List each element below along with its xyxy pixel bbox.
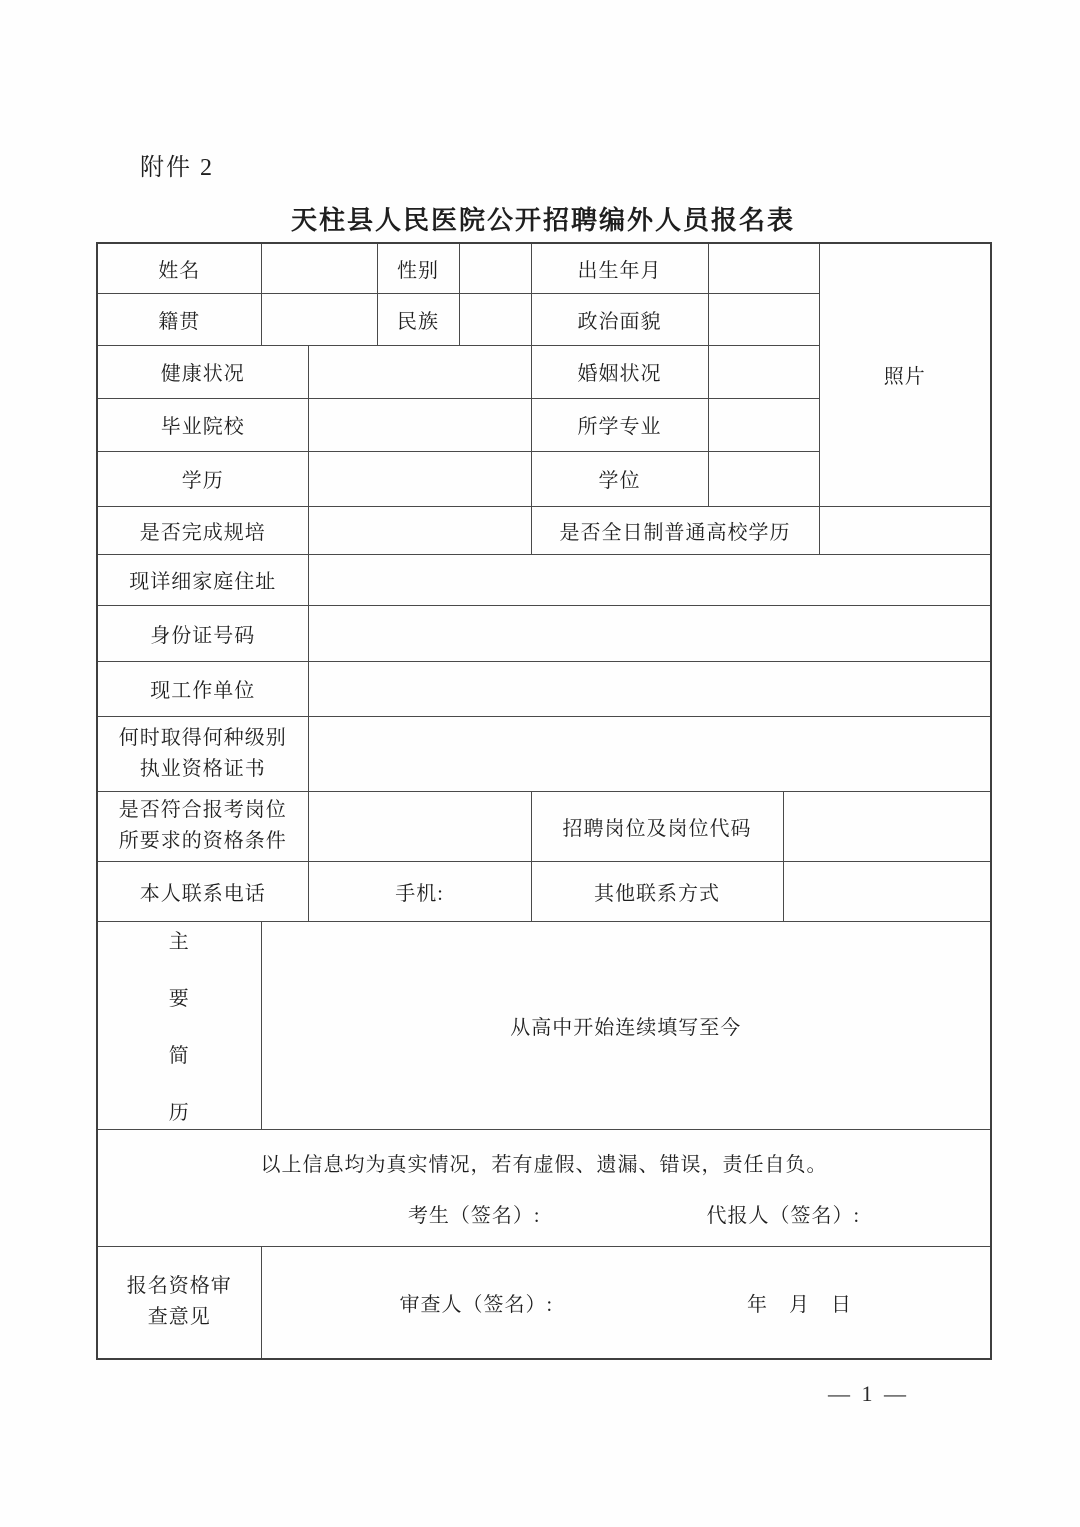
health-value-cell xyxy=(308,345,531,398)
name-value-cell xyxy=(261,243,377,293)
reviewer-signature-label: 审查人（签名）: xyxy=(399,1293,554,1316)
signature-line xyxy=(98,1199,990,1228)
work-unit-value-cell xyxy=(308,661,991,716)
table-row xyxy=(97,791,991,861)
proxy-signature-label: 代报人（签名）: xyxy=(706,1204,861,1227)
review-opinion-label-line1: 报名资格审 xyxy=(126,1275,232,1298)
gender-label: 性别 xyxy=(377,243,459,293)
position-code-value-cell xyxy=(783,791,991,861)
qualification-label xyxy=(97,791,308,861)
page-number: — 1 — xyxy=(828,1381,909,1406)
table-row xyxy=(97,661,991,716)
review-opinion-label-line2: 查意见 xyxy=(147,1306,211,1329)
resume-label-char: 要 xyxy=(168,988,190,1010)
education-label: 学历 xyxy=(97,451,308,506)
id-number-value-cell xyxy=(308,605,991,661)
training-completed-value-cell xyxy=(308,506,531,554)
review-date-label: 年 月 日 xyxy=(747,1293,853,1316)
gender-value-cell xyxy=(459,243,531,293)
mobile-value-cell: 手机: xyxy=(308,861,531,921)
name-label: 姓名 xyxy=(97,243,261,293)
page-title: 天柱县人民医院公开招聘编外人员报名表 xyxy=(290,206,795,235)
major-label: 所学专业 xyxy=(531,398,708,451)
fulltime-degree-label: 是否全日制普通高校学历 xyxy=(531,506,819,554)
review-opinion-label xyxy=(97,1246,261,1359)
birth-date-label: 出生年月 xyxy=(531,243,708,293)
resume-label xyxy=(97,921,261,1129)
resume-label-char: 简 xyxy=(168,1045,190,1067)
resume-label-char: 主 xyxy=(168,931,190,953)
education-value-cell xyxy=(308,451,531,506)
birth-date-value-cell xyxy=(708,243,819,293)
work-unit-label: 现工作单位 xyxy=(97,661,308,716)
marital-label: 婚姻状况 xyxy=(531,345,708,398)
table-row xyxy=(97,861,991,921)
political-status-label: 政治面貌 xyxy=(531,293,708,345)
table-row xyxy=(97,506,991,554)
resume-label-stack xyxy=(98,925,261,1125)
certificate-label-line2: 执业资格证书 xyxy=(139,757,266,780)
political-status-value-cell xyxy=(708,293,819,345)
id-number-label: 身份证号码 xyxy=(97,605,308,661)
contact-phone-label: 本人联系电话 xyxy=(97,861,308,921)
certificate-value-cell xyxy=(308,716,991,791)
fulltime-degree-value-cell xyxy=(819,506,991,554)
graduate-school-label: 毕业院校 xyxy=(97,398,308,451)
attachment-label: 附件 2 xyxy=(140,155,214,181)
photo-cell: 照片 xyxy=(819,243,991,506)
declaration-cell xyxy=(97,1129,991,1246)
resume-label-char: 历 xyxy=(168,1102,190,1124)
table-row xyxy=(97,605,991,661)
marital-value-cell xyxy=(708,345,819,398)
native-place-label: 籍贯 xyxy=(97,293,261,345)
candidate-signature-label: 考生（签名）: xyxy=(407,1204,541,1227)
declaration-text: 以上信息均为真实情况，若有虚假、遗漏、错误，责任自负。 xyxy=(260,1153,828,1176)
resume-content-cell xyxy=(261,921,991,1129)
degree-value-cell xyxy=(708,451,819,506)
table-row xyxy=(97,243,991,293)
table-row xyxy=(97,554,991,605)
ethnicity-label: 民族 xyxy=(377,293,459,345)
home-address-label: 现详细家庭住址 xyxy=(97,554,308,605)
application-form-table xyxy=(96,242,992,1360)
major-value-cell xyxy=(708,398,819,451)
position-code-label: 招聘岗位及岗位代码 xyxy=(531,791,783,861)
certificate-label-line1: 何时取得何种级别 xyxy=(118,726,287,749)
graduate-school-value-cell xyxy=(308,398,531,451)
other-contact-label: 其他联系方式 xyxy=(531,861,783,921)
qualification-label-line1: 是否符合报考岗位 xyxy=(118,799,287,821)
ethnicity-value-cell xyxy=(459,293,531,345)
training-completed-label: 是否完成规培 xyxy=(97,506,308,554)
table-row xyxy=(97,716,991,791)
qualification-label-line2: 所要求的资格条件 xyxy=(118,830,287,852)
certificate-label xyxy=(97,716,308,791)
review-content-cell xyxy=(261,1246,991,1359)
other-contact-value-cell xyxy=(783,861,991,921)
table-row xyxy=(97,1129,991,1246)
table-row xyxy=(97,1246,991,1359)
qualification-value-cell xyxy=(308,791,531,861)
native-place-value-cell xyxy=(261,293,377,345)
resume-hint: 从高中开始连续填写至今 xyxy=(510,1016,742,1039)
table-row xyxy=(97,921,991,1129)
home-address-value-cell xyxy=(308,554,991,605)
health-label: 健康状况 xyxy=(97,345,308,398)
degree-label: 学位 xyxy=(531,451,708,506)
